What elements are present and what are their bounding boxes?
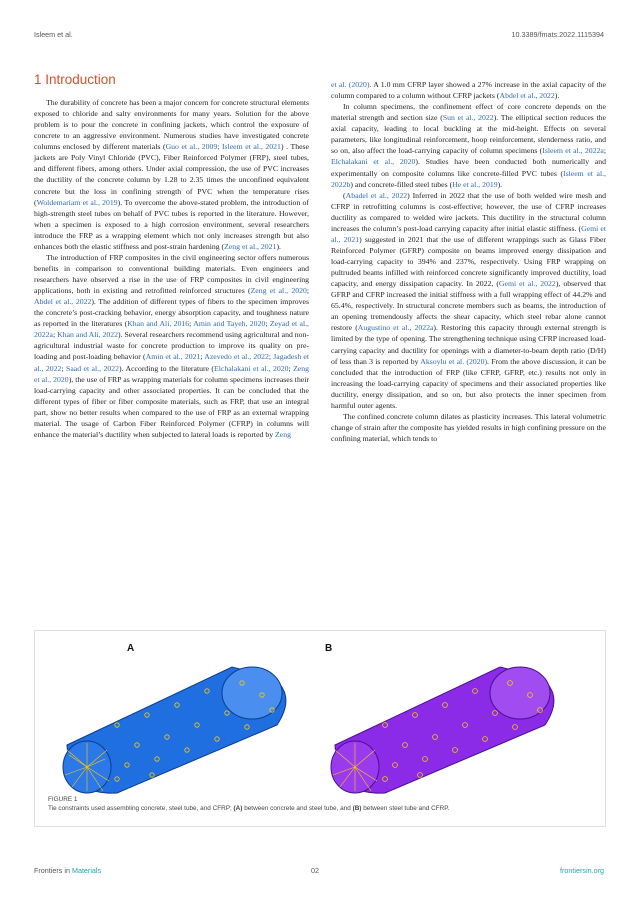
text-run: ; (265, 319, 270, 329)
panel-label-a: A (127, 643, 135, 654)
text-run: ) and concrete-filled steel tubes ( (350, 179, 453, 189)
citation-link[interactable]: Abadel et al., 2022 (345, 190, 408, 200)
citation-link[interactable]: He et al., 2019 (452, 179, 498, 189)
citation-link[interactable]: Azevedo et al., 2022 (204, 352, 269, 362)
citation-link[interactable]: Zeng et al., 2020 (250, 286, 307, 296)
text-run: ). Restoring this capacity through external strength is limited by the type of opening. The strengthening technique using CFRP increased load-carrying capacity and ductility for openings with a diameter-to-beam depth ratio (D/H) of less than 3 is reported by (331, 323, 607, 366)
citation-link[interactable]: Elchalakani et al., 2020 (331, 157, 416, 167)
citation-link[interactable]: Isleem et al., 2021 (221, 142, 281, 152)
text-run: ). (554, 91, 560, 101)
text-run: ). (276, 241, 281, 251)
citation-link[interactable]: Khan and Ali, 2016 (127, 319, 190, 329)
text-run: ; (268, 352, 274, 362)
citation-link[interactable]: Isleem et al., 2022b (331, 168, 606, 189)
footer-journal: Frontiers in Materials (34, 866, 102, 875)
paragraph (331, 411, 606, 444)
paragraph (331, 79, 606, 101)
text-run: ; (61, 363, 67, 373)
text-run: ). According to the literature ( (118, 363, 215, 373)
text-run: ; (306, 286, 309, 296)
text-run: ), observed that GFRP and CFRP increased the initial stiffness with a full wrapping effect of 44.2% and 65.4%, respectively. In structural concrete members such as beams, the introduction of an opening tremendously affects the shear capacity, which steel rebar alone cannot restore ( (331, 279, 606, 333)
text-run: ) suggested in 2021 that the use of different wrappings such as Glass Fiber Reinforced Polymer (GFRP) composite on beams improved energy dissipation and load-carrying capacity to 394% and 237%, respectively. Using FRP wrapping on pultruded beams infilled with reinforced concrete significantly improved ductility, load capacity, and energy dissipation capacity. In 2022, ( (331, 234, 606, 289)
citation-link[interactable]: Zeng et al., 2020 (34, 363, 310, 384)
citation-link[interactable]: Woldemariam et al., 2019 (36, 197, 118, 207)
citation-link[interactable]: Aksoylu et al. (2020) (420, 356, 488, 366)
text-run: ). Studies have been conducted both numerically and experimentally on composite columns like concrete-filled PVC tubes ( (331, 157, 606, 178)
citation-link[interactable]: Jagadesh et al., 2022 (34, 352, 309, 373)
panel-b-cylinder-model (325, 655, 570, 795)
text-run: ( (343, 190, 346, 200)
paragraph (34, 97, 309, 252)
text-run: ) Inferred in 2022 that the use of both welded wire mesh and CFRP in retrofitting columns is cost-effective; however, the use of CFRP increases ductility as compared to welded wire jackets. This ductility in the structural column increases the column’s post-load carrying capacity after initial elastic stiffness. ( (331, 190, 606, 233)
citation-link[interactable]: Zeng (275, 429, 291, 439)
citation-link[interactable]: Sun et al., 2022 (442, 113, 494, 123)
text-run: . From the above discussion, it can be concluded that the introduction of FRP (like CFRP, GFRP, etc.) results not only in increasing the load-carrying capacity of specimens and their associated properties like ductility, energy dissipation, and so on, but also protects the inner specimen from harmful outer agents. (331, 356, 606, 410)
text-run: ). The elliptical section reduces the axial capacity, leading to local buckling at the mid-height. Effects on several parameters, like longitudinal reinforcement, hoop reinforcement, slenderness ratio, and so on, also affect the load-carrying capacity of column specimens ( (331, 113, 606, 156)
citation-link[interactable]: Augustino et al., 2022a (357, 323, 434, 333)
text-run: ; (189, 319, 194, 329)
paragraph (34, 252, 309, 440)
section-title: 1 Introduction (34, 72, 116, 87)
text-run: ). (497, 179, 503, 189)
caption-text: Tie constraints used assembling concrete, steel tube, and CFRP; (A) between concrete and steel tube, and (B) between steel tube and CFRP. (48, 804, 450, 812)
text-run: ). To overcome the above-stated problem, the introduction of high-strength steel tubes on behalf of PVC tubes is reported in the literature. However, when a specimen is exposed to a high corrosion environment, several researchers introduce the FRP as a wrapping element which not only increases strength but also enhances both the elastic stiffness and post-strain hardening ( (34, 197, 309, 251)
citation-link[interactable]: Abdel et al., 2022 (499, 91, 555, 101)
citation-link[interactable]: Amin et al., 2021 (145, 352, 201, 362)
left-column (34, 73, 309, 440)
paragraph (331, 190, 606, 411)
citation-link[interactable]: Abdel et al., 2022 (34, 297, 92, 307)
footer-site-link[interactable]: frontiersin.org (560, 866, 604, 875)
citation-link[interactable]: Zeng et al., 2021 (224, 241, 277, 251)
text-run: . A 1.0 mm CFRP layer showed a 27% increase in the axial capacity of the column compared to a column without CFRP jackets ( (331, 80, 606, 101)
citation-link[interactable]: Saad et al., 2022 (66, 363, 119, 373)
panel-label-b: B (325, 643, 333, 654)
text-run: ), the use of FRP as wrapping materials for column specimens increases their load-carrying capacity and other associated properties. It can be concluded that the different types of fiber or fiber composite materials, such as FRP, that use an integral part, show no better results when compared to the use of FRP as an external wrapping material. The usage of Carbon Fiber Reinforced Polymer (CFRP) in columns will enhance the material’s ductility when subjected to lateral loads is reported by (34, 374, 309, 439)
text-run: ; (288, 363, 294, 373)
citation-link[interactable]: Gemi et al., 2022 (498, 279, 556, 289)
text-run: ). The addition of different types of fibers to the specimen improves the concrete’s post-cracking behavior, energy absorption capacity, and toughness nature as reported in the literatures ( (34, 297, 309, 329)
running-header-doi: 10.3389/fmats.2022.1115394 (511, 30, 604, 39)
text-run: The confined concrete column dilates as plasticity increases. This lateral volumetric change of strain after the composite has yielded results in high confining pressure on the confining material, which tends to (331, 411, 606, 443)
citation-link[interactable]: Elchalakani et al., 2020 (214, 363, 289, 373)
panel-a-cylinder-model (57, 655, 302, 795)
paragraph (331, 101, 606, 190)
citation-link[interactable]: Zeyad et al., 2022a (34, 319, 309, 340)
text-run: ). Several researchers recommend using agricultural and non-agricultural industrial waste for concrete production to improve its quality on pre-loading and post-loading behavior ( (34, 330, 310, 362)
citation-link[interactable]: Gemi et al., 2021 (331, 223, 606, 244)
text-run: ; (217, 142, 222, 152)
text-run: ; (603, 146, 606, 156)
citation-link[interactable]: Guo et al., 2009 (165, 142, 218, 152)
text-run: The introduction of FRP composites in the civil engineering sector offers numerous benefits in comparison to conventional building materials. Even engineers and researchers have observed a rise in the use of FRP composites in civil engineering applications, both in existing and retrofitted reinforced structures ( (34, 252, 309, 296)
citation-link[interactable]: Amin and Tayeh, 2020 (193, 319, 266, 329)
citation-link[interactable]: Khan and Ali, 2022 (57, 330, 118, 340)
figure-1-caption (48, 796, 588, 813)
citation-link[interactable]: et al. (2020) (331, 80, 370, 89)
right-column (331, 79, 606, 444)
footer-page-number: 02 (311, 866, 319, 875)
citation-link[interactable]: Isleem et al., 2022a (542, 146, 604, 156)
text-run: In column specimens, the confinement effect of core concrete depends on the material strength and section size ( (331, 102, 606, 123)
running-header-authors: Isleem et al. (34, 30, 73, 39)
caption-title: FIGURE 1 (48, 796, 78, 803)
text-run: ; (52, 330, 58, 340)
text-run: ; (200, 352, 205, 362)
text-run: ) . These jackets are Poly Vinyl Chloride (PVC), Fiber Reinforced Polymer (FRP), steel tubes, and different fibers, among others. Under axial compression, the use of PVC increases the ductility of the concrete column by 1.28 to 2.35 times the unconfined equivalent concrete but the loss in confining strength of PVC when the temperature rises ( (34, 142, 309, 207)
text-run: The durability of concrete has been a major concern for concrete structural elements exposed to chloride and salty environments for many years. Solution for the above problem is to pour the concrete in confining jackets, which control the exposure of concrete to an aggressive environment. Numerous studies have investigated concrete columns enclosed by different materials ( (34, 98, 309, 152)
